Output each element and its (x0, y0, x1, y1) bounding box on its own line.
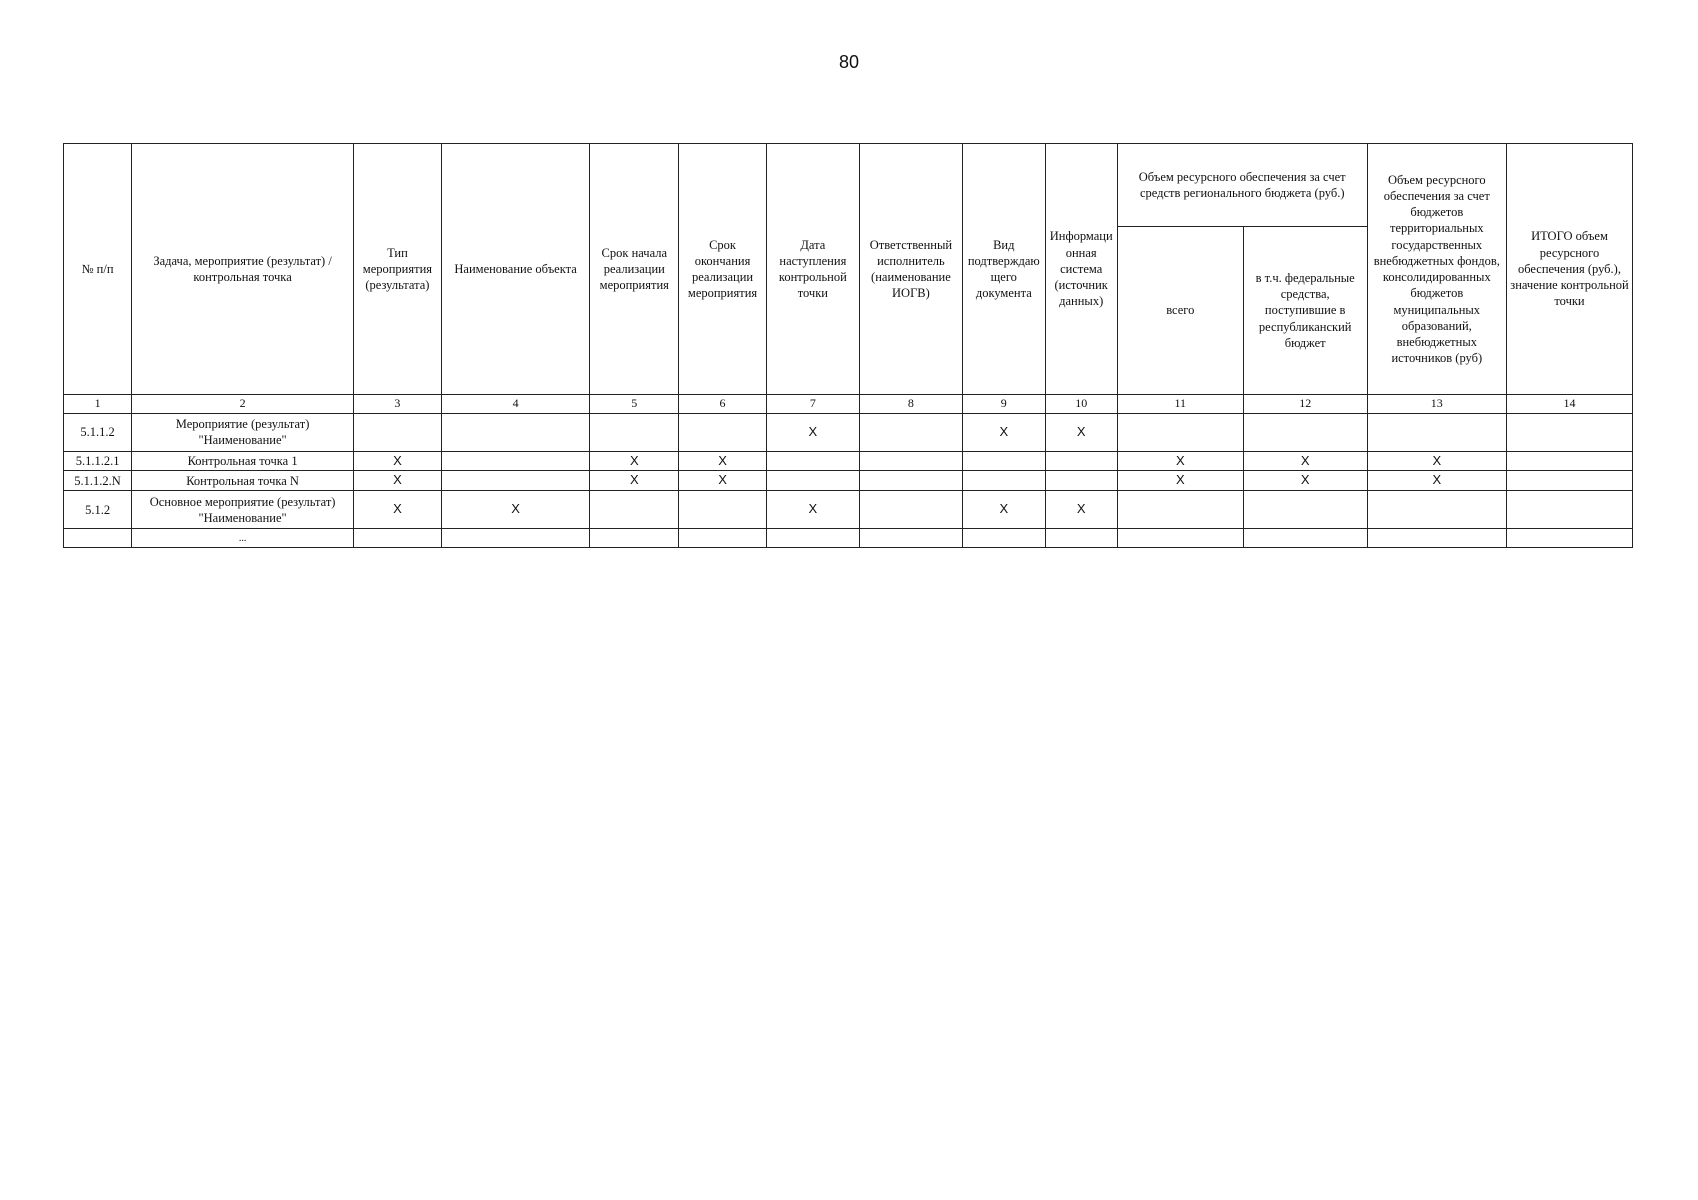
table-row (64, 529, 1633, 548)
table-cell (859, 491, 962, 529)
table-cell (859, 471, 962, 491)
table-cell (766, 451, 859, 471)
header-control-point-date: Дата наступления контрольной точки (766, 144, 859, 395)
column-number: 14 (1506, 395, 1632, 414)
column-number: 13 (1367, 395, 1506, 414)
table-cell: X (679, 471, 767, 491)
table-cell (1506, 529, 1632, 548)
table-cell (679, 413, 767, 451)
table-cell: X (766, 491, 859, 529)
header-regional-total: всего (1117, 227, 1243, 395)
column-number: 4 (441, 395, 590, 414)
header-total: ИТОГО объем ресурсного обеспечения (руб.), значение контрольной точки (1506, 144, 1632, 395)
table-cell: X (1243, 451, 1367, 471)
table-cell (859, 451, 962, 471)
header-info-system: Информационная система (источник данных) (1045, 144, 1117, 395)
table-cell: X (1117, 451, 1243, 471)
table-cell: X (1243, 471, 1367, 491)
table-cell (766, 471, 859, 491)
task-name: Контрольная точка 1 (132, 451, 354, 471)
header-end-date: Срок окончания реализации мероприятия (679, 144, 767, 395)
header-type: Тип мероприятия (результата) (354, 144, 442, 395)
table-cell (1506, 491, 1632, 529)
table-cell (679, 491, 767, 529)
task-name: Основное мероприятие (результат) "Наименование" (132, 491, 354, 529)
column-number: 9 (963, 395, 1046, 414)
column-number: 7 (766, 395, 859, 414)
column-number: 6 (679, 395, 767, 414)
table-cell (1367, 413, 1506, 451)
header-document-type: Вид подтверждающего документа (963, 144, 1046, 395)
table-cell (1243, 529, 1367, 548)
table-cell: X (679, 451, 767, 471)
table-cell (1243, 491, 1367, 529)
table-cell: X (1117, 471, 1243, 491)
table-cell (859, 529, 962, 548)
table-cell (441, 413, 590, 451)
task-name: Мероприятие (результат) "Наименование" (132, 413, 354, 451)
table-cell (963, 529, 1046, 548)
table-cell: X (766, 413, 859, 451)
table-cell: X (1045, 491, 1117, 529)
column-number: 12 (1243, 395, 1367, 414)
table-cell (1243, 413, 1367, 451)
table-cell (354, 413, 442, 451)
table-cell: X (354, 451, 442, 471)
table-cell (963, 471, 1046, 491)
table-row (64, 491, 1633, 529)
table-cell (1367, 491, 1506, 529)
table-cell: X (590, 451, 679, 471)
table-cell: X (441, 491, 590, 529)
header-federal-funds: в т.ч. федеральные средства, поступившие в республиканский бюджет (1243, 227, 1367, 395)
table-cell (766, 529, 859, 548)
table-cell (590, 529, 679, 548)
header-other-funds: Объем ресурсного обеспечения за счет бюджетов территориальных государственных внебюджетных фондов, консолидированных бюджетов муниципальных образований, внебюджетных источников (руб) (1367, 144, 1506, 395)
table-cell (441, 471, 590, 491)
table-cell (1367, 529, 1506, 548)
table-cell (1045, 451, 1117, 471)
row-number: 5.1.1.2 (64, 413, 132, 451)
task-name: ... (132, 529, 354, 548)
table-cell (441, 451, 590, 471)
column-number: 3 (354, 395, 442, 414)
table-cell (1117, 529, 1243, 548)
table-cell (1506, 471, 1632, 491)
table-cell (963, 451, 1046, 471)
table-cell: X (590, 471, 679, 491)
header-responsible: Ответственный исполнитель (наименование ИОГВ) (859, 144, 962, 395)
table-cell (1506, 413, 1632, 451)
table-row (64, 413, 1633, 451)
page-number: 80 (838, 52, 860, 72)
table-cell: X (1367, 471, 1506, 491)
column-number-row (64, 395, 1633, 414)
table-cell (441, 529, 590, 548)
column-number: 2 (132, 395, 354, 414)
row-number: 5.1.2 (64, 491, 132, 529)
header-regional-budget-group: Объем ресурсного обеспечения за счет средств регионального бюджета (руб.) (1117, 144, 1367, 227)
header-object-name: Наименование объекта (441, 144, 590, 395)
table-row (64, 451, 1633, 471)
table-cell (1045, 529, 1117, 548)
header-number: № п/п (64, 144, 132, 395)
table-cell (1045, 471, 1117, 491)
table-cell (1117, 413, 1243, 451)
header-task: Задача, мероприятие (результат) / контрольная точка (132, 144, 354, 395)
column-number: 5 (590, 395, 679, 414)
column-number: 11 (1117, 395, 1243, 414)
table-cell (679, 529, 767, 548)
table-cell: X (963, 491, 1046, 529)
row-number: 5.1.1.2.1 (64, 451, 132, 471)
control-points-table (63, 143, 1633, 548)
column-number: 1 (64, 395, 132, 414)
table-cell (590, 491, 679, 529)
column-number: 10 (1045, 395, 1117, 414)
task-name: Контрольная точка N (132, 471, 354, 491)
header-start-date: Срок начала реализации мероприятия (590, 144, 679, 395)
row-number (64, 529, 132, 548)
table-cell: X (1045, 413, 1117, 451)
table-cell (1506, 451, 1632, 471)
table-cell: X (354, 471, 442, 491)
table-cell (354, 529, 442, 548)
table-cell: X (963, 413, 1046, 451)
table-cell: X (354, 491, 442, 529)
table-cell (859, 413, 962, 451)
table-cell: X (1367, 451, 1506, 471)
table-cell (590, 413, 679, 451)
table-cell (1117, 491, 1243, 529)
column-number: 8 (859, 395, 962, 414)
row-number: 5.1.1.2.N (64, 471, 132, 491)
table-row (64, 471, 1633, 491)
